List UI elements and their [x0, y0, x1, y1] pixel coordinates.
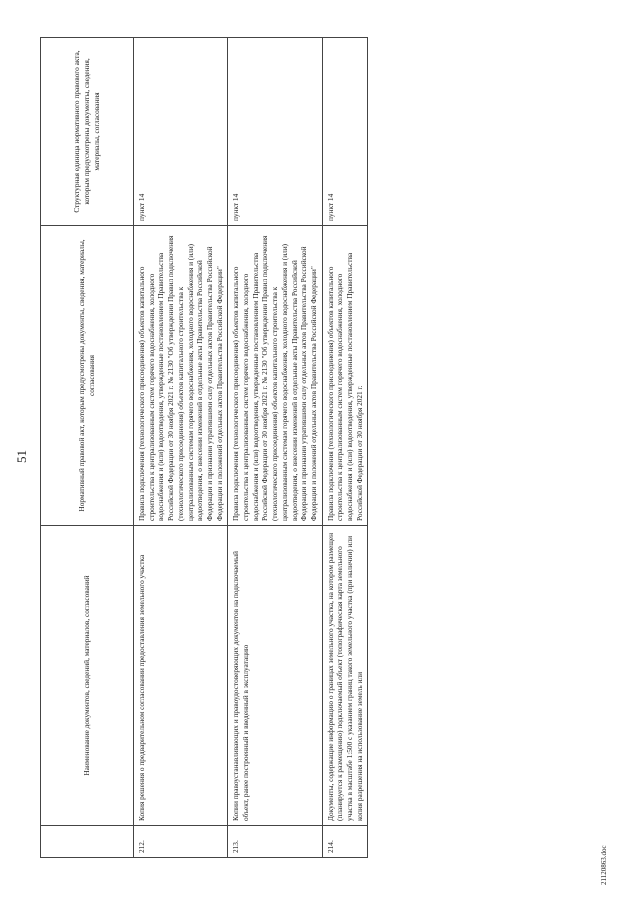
row-structural-unit: пункт 14	[134, 38, 228, 226]
row-number: 212.	[134, 826, 228, 858]
table-row	[322, 38, 368, 858]
footer-file-code: 21120863.doc	[600, 845, 608, 885]
table-row	[134, 38, 228, 858]
page-number: 51	[14, 450, 29, 463]
row-legal-act: Правила подключения (технологического присоединения) объектов капитального строительства к централизованным систем горячего водоснабжения, холодного водоснабжения и (или) водоотведения, утвержденные постановлением Правительства Российской Федерации от 30 ноября 2021 г. № 2130 "Об утверждении Правил подключения (технологического присоединения) объектов капитального строительства к централизованным системам горячего водоснабжения, холодного водоснабжения и (или) водоотведения, о внесении изменений в отдельные акты Правительства Российской Федерации и признании утратившими силу отдельных актов Правительства Российской Федерации и положений отдельных актов Правительства Российской Федерации"	[134, 226, 228, 526]
header-structural-unit: Структурная единица нормативного правового акта, которым предусмотрены документы, сведения, материалы, согласования	[41, 38, 134, 226]
row-document-name: Копия решения о предварительном согласовании предоставления земельного участка	[134, 526, 228, 826]
row-legal-act: Правила подключения (технологического присоединения) объектов капитального строительства к централизованным систем горячего водоснабжения, холодного водоснабжения и (или) водоотведения, утвержденные постановлением Правительства Российской Федерации от 30 ноября 2021 г. № 2130 "Об утверждении Правил подключения (технологического присоединения) объектов капитального строительства к централизованным системам горячего водоснабжения, холодного водоснабжения и (или) водоотведения, о внесении изменений в отдельные акты Правительства Российской Федерации и признании утратившими силу отдельных актов Правительства Российской Федерации и положений отдельных актов Правительства Российской Федерации"	[228, 226, 322, 526]
table-header-row	[41, 38, 134, 858]
row-structural-unit: пункт 14	[228, 38, 322, 226]
row-document-name: Копии правоустанавливающих и правоудостоверяющих документов на подключаемый объект, ранее построенный и введенный в эксплуатацию	[228, 526, 322, 826]
header-document-name: Наименование документов, сведений, материалов, согласований	[41, 526, 134, 826]
table-row	[228, 38, 322, 858]
row-legal-act: Правила подключения (технологического присоединения) объектов капитального строительства к централизованным систем горячего водоснабжения, холодного водоснабжения и (или) водоотведения, утвержденные постановлением Правительства Российской Федерации от 30 ноября 2021 г.	[322, 226, 368, 526]
row-number: 214.	[322, 826, 368, 858]
row-structural-unit: пункт 14	[322, 38, 368, 226]
row-number: 213.	[228, 826, 322, 858]
header-legal-act: Нормативный правовой акт, которым предусмотрены документы, сведения, материалы, согласования	[41, 226, 134, 526]
row-document-name: Документы, содержащие информацию о границах земельного участка, на котором размещен (планируется к размещению) подключаемый объект (топографическая карта земельного участка в масштабе 1:500 с указанием границ такого земельного участка (при наличии) или копия разрешения на использование земель или	[322, 526, 368, 826]
header-number	[41, 826, 134, 858]
document-table	[40, 37, 368, 858]
